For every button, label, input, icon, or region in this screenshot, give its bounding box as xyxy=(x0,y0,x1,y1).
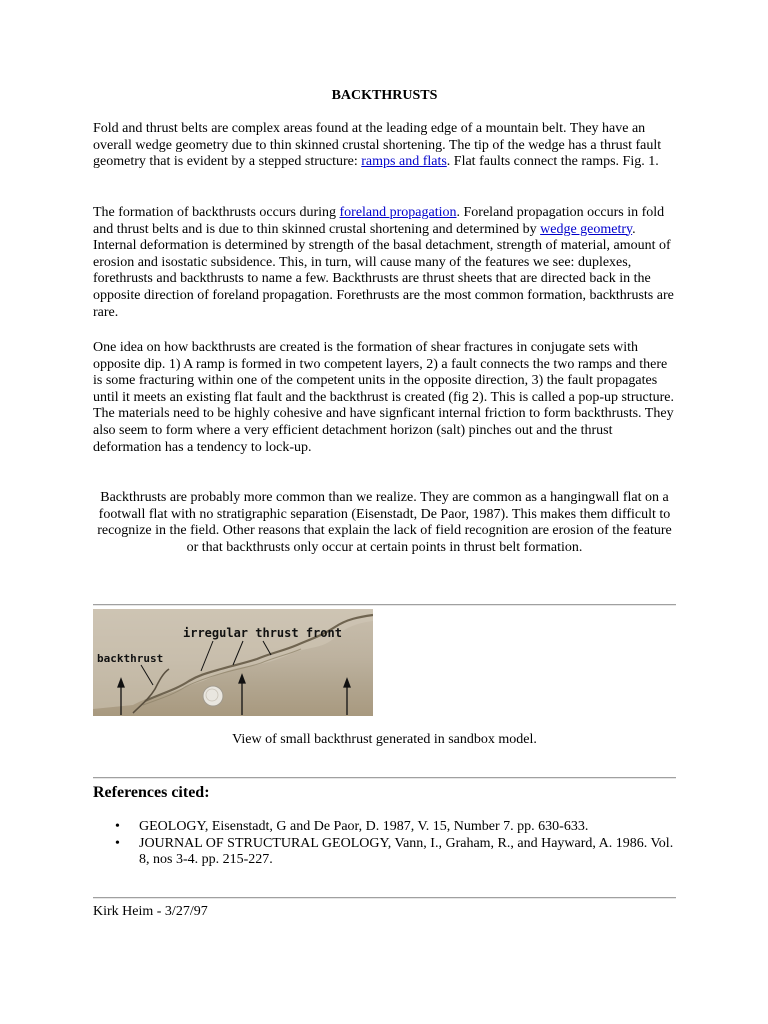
link-ramps-and-flats[interactable]: ramps and flats xyxy=(361,154,447,170)
paragraph-text: The formation of backthrusts occurs during xyxy=(93,205,340,220)
reference-text: JOURNAL OF STRUCTURAL GEOLOGY, Vann, I., Graham, R., and Hayward, A. 1986. Vol. 8, nos 3-4. pp. 215-227. xyxy=(139,835,674,868)
sandbox-photo-drawing xyxy=(93,609,373,716)
sandbox-model-photo xyxy=(93,609,373,716)
paragraph-text: . Flat faults connect the ramps. Fig. 1. xyxy=(446,154,659,170)
reference-item xyxy=(93,836,676,869)
author-date-footer: Kirk Heim - 3/27/97 xyxy=(93,904,208,919)
horizontal-rule xyxy=(93,897,676,899)
horizontal-rule xyxy=(93,604,676,606)
reference-item xyxy=(93,819,676,836)
bullet-icon: • xyxy=(115,835,120,851)
page-title: BACKTHRUSTS xyxy=(331,88,438,103)
bullet-icon: • xyxy=(115,819,120,834)
paragraph-intro xyxy=(93,121,676,171)
paragraph-text: Fold and thrust belts are complex areas found at the leading edge of a mountain belt. They have an overall wedge geometry due to thin skinned crustal shortening. The tip of the wedge has a thrust fault geometry that is evident by a stepped structure: xyxy=(93,121,662,170)
horizontal-rule xyxy=(93,777,676,779)
paragraph-shear-fractures: One idea on how backthrusts are created is the formation of shear fractures in conjugate sets with opposite dip. 1) A ramp is formed in two competent layers, 2) a fault connects the two ramps and there is some fracturing within one of the competent units in the opposite direction, 3) the fault propagates until it meets an existing flat fault and the backthrust is created (fig 2). This is called a pop-up structure. The materials need to be highly cohesive and have signficant internal friction to form backthrusts. They also seem to form where a very efficient detachment horizon (salt) pinches out and the thrust deformation has a tendency to lock-up. xyxy=(93,340,674,455)
figure-caption: View of small backthrust generated in sandbox model. xyxy=(232,732,537,747)
reference-text: GEOLOGY, Eisenstadt, G and De Paor, D. 1987, V. 15, Number 7. pp. 630-633. xyxy=(139,819,589,834)
paragraph-formation xyxy=(93,205,676,321)
paragraph-common-backthrusts: Backthrusts are probably more common than we realize. They are common as a hangingwall flat on a footwall flat with no stratigraphic separation (Eisenstadt, De Paor, 1987). This makes them difficult to recognize in the field. Other reasons that explain the lack of field recognition are erosion of the feature or that backthrusts only occur at certain points in thrust belt formation. xyxy=(97,490,672,555)
arrowhead-icon xyxy=(344,679,350,687)
paragraph-text: . Internal deformation is determined by strength of the basal detachment, strength of material, amount of erosion and isostatic subsidence. This, in turn, will cause many of the features we see: duplexes, forethrusts and backthrusts to name a few. Backthrusts are thrust sheets that are directed back in the opposite direction of foreland propagation. Forethrusts are the most common formation, backthrusts are rare. xyxy=(93,221,674,320)
arrowhead-icon xyxy=(239,675,245,683)
paragraph-text: . Foreland propagation occurs in fold and thrust belts and is due to thin skinned crustal shortening and determined by xyxy=(93,205,665,237)
figure-label-backthrust: backthrust xyxy=(97,652,164,665)
figure-label-thrust-front: irregular thrust front xyxy=(183,626,342,640)
link-foreland-propagation[interactable]: foreland propagation xyxy=(339,205,457,220)
link-wedge-geometry[interactable]: wedge geometry xyxy=(540,221,633,237)
references-heading: References cited: xyxy=(93,784,210,801)
references-list xyxy=(93,819,676,869)
